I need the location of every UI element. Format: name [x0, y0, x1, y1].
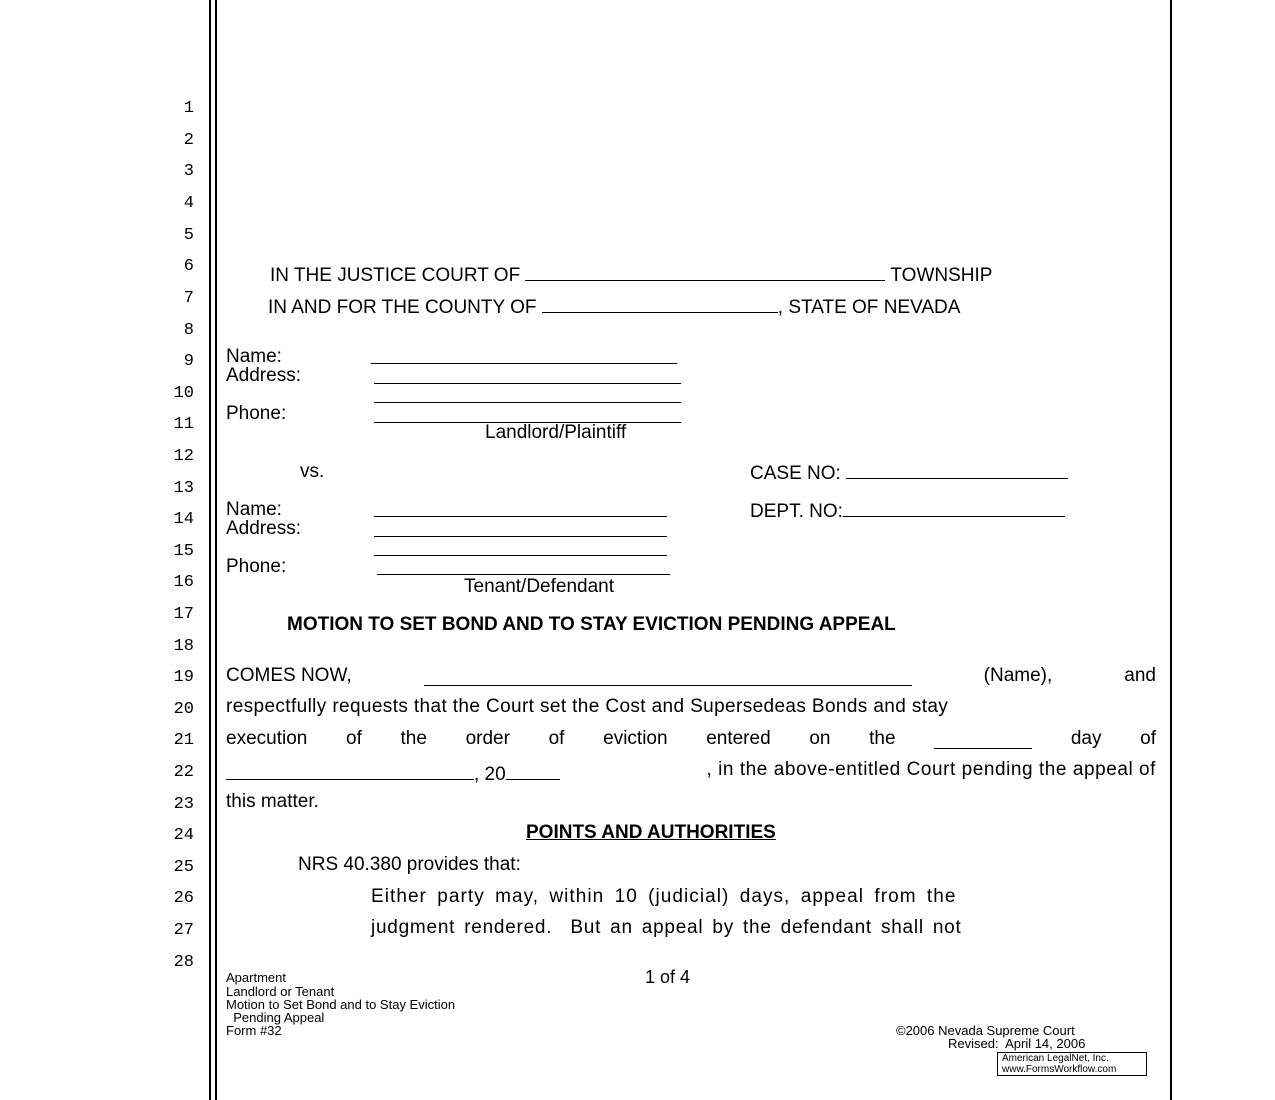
line-number: 2 — [183, 131, 194, 150]
body-line-20 — [226, 696, 1156, 718]
defendant-address-label: Address: — [226, 518, 301, 539]
line-number: 16 — [173, 573, 194, 592]
plaintiff-address-label: Address: — [226, 365, 301, 386]
line-number: 3 — [183, 162, 194, 181]
line-number: 15 — [173, 542, 194, 561]
line-number: 6 — [183, 257, 194, 276]
defendant-address-field-2[interactable] — [374, 555, 667, 556]
word: eviction — [603, 728, 668, 749]
year-field[interactable] — [506, 759, 560, 780]
defendant-name-field[interactable] — [374, 516, 667, 517]
line-number: 19 — [173, 668, 194, 687]
left-margin-rule-outer — [209, 0, 211, 1100]
day-word: day — [1070, 728, 1102, 749]
plaintiff-role: Landlord/Plaintiff — [485, 422, 627, 443]
line-number: 8 — [183, 321, 194, 340]
line-number: 26 — [173, 889, 194, 908]
county-field[interactable] — [542, 295, 778, 313]
nrs-intro: NRS 40.380 provides that: — [298, 854, 521, 875]
state-suffix: , STATE OF NEVADA — [777, 297, 961, 318]
line-number: 18 — [173, 637, 194, 656]
line-number: 17 — [173, 605, 194, 624]
plaintiff-address-field-1[interactable] — [374, 383, 681, 384]
plaintiff-name-label: Name: — [226, 346, 282, 367]
of-word: of — [1140, 728, 1156, 749]
body-line-20-text: respectfully requests that the Court set the Cost and Supersedeas Bonds and stay — [226, 696, 949, 717]
name-paren: (Name), — [983, 665, 1053, 686]
day-field[interactable] — [934, 728, 1032, 749]
footer-left-line: Pending Appeal — [226, 1010, 325, 1025]
movant-name-field[interactable] — [424, 665, 912, 686]
word: entered — [706, 728, 771, 749]
word: the — [400, 728, 427, 749]
plaintiff-address-field-2[interactable] — [374, 402, 681, 403]
dept-no-label: DEPT. NO: — [750, 501, 843, 522]
footer-left-line: Apartment — [226, 970, 286, 985]
body-line-22-rest: , in the above-entitled Court pending the appeal of — [706, 759, 1156, 780]
line-number: 24 — [173, 826, 194, 845]
line-number: 21 — [173, 731, 194, 750]
left-margin-rule-inner — [215, 0, 217, 1100]
case-no-label: CASE NO: — [750, 463, 841, 484]
quote-line-1: Either party may, within 10 (judicial) days, appeal from the — [371, 886, 957, 907]
defendant-address-field-1[interactable] — [374, 536, 667, 537]
defendant-phone-label: Phone: — [226, 556, 287, 577]
points-heading: POINTS AND AUTHORITIES — [526, 822, 776, 843]
body-line-23: this matter. — [226, 791, 319, 812]
word: order — [465, 728, 510, 749]
word: of — [548, 728, 565, 749]
court-prefix: IN THE JUSTICE COURT OF — [270, 265, 521, 286]
court-header-line1 — [270, 263, 992, 287]
line-number: 9 — [183, 352, 194, 371]
court-suffix: TOWNSHIP — [890, 265, 993, 286]
comes-now: COMES NOW, — [226, 665, 352, 686]
right-margin-rule — [1170, 0, 1172, 1100]
motion-title: MOTION TO SET BOND AND TO STAY EVICTION PENDING APPEAL — [287, 614, 896, 635]
body-line-21 — [226, 728, 1156, 750]
footer-copyright: ©2006 Nevada Supreme Court — [896, 1023, 1075, 1038]
month-field[interactable] — [226, 759, 474, 780]
stamp-line-2: www.FormsWorkflow.com — [1002, 1064, 1117, 1075]
word: of — [346, 728, 362, 749]
body-line-19 — [226, 665, 1156, 687]
page-number: 1 of 4 — [645, 967, 691, 987]
dept-no-field[interactable] — [843, 499, 1065, 517]
line-number: 20 — [173, 700, 194, 719]
year-prefix: , 20 — [474, 764, 506, 785]
line-number: 28 — [173, 953, 194, 972]
stamp-line-1: American LegalNet, Inc. — [1002, 1053, 1109, 1064]
and-word: and — [1124, 665, 1156, 686]
footer-left-line: Form #32 — [226, 1023, 282, 1038]
defendant-role: Tenant/Defendant — [464, 576, 615, 597]
case-no-row — [750, 461, 1068, 485]
line-number: 12 — [173, 447, 194, 466]
line-number: 5 — [183, 226, 194, 245]
footer-left-line: Motion to Set Bond and to Stay Eviction — [226, 997, 456, 1012]
line-number: 11 — [173, 415, 194, 434]
footer-left-line: Landlord or Tenant — [226, 984, 335, 999]
defendant-phone-field[interactable] — [377, 574, 670, 575]
line-number: 4 — [183, 194, 194, 213]
footer-revised: Revised: April 14, 2006 — [948, 1036, 1086, 1051]
dept-no-row — [750, 499, 1065, 523]
line-number: 1 — [183, 99, 194, 118]
line-number: 13 — [173, 479, 194, 498]
plaintiff-phone-label: Phone: — [226, 403, 287, 424]
versus: vs. — [300, 461, 325, 482]
plaintiff-name-field[interactable] — [371, 363, 677, 364]
township-field[interactable] — [525, 263, 885, 281]
defendant-name-label: Name: — [226, 499, 282, 520]
word: the — [869, 728, 896, 749]
line-number: 22 — [173, 763, 194, 782]
quote-line-2: judgment rendered. But an appeal by the defendant shall not — [371, 917, 962, 938]
line-number: 25 — [173, 858, 194, 877]
publisher-stamp — [997, 1052, 1147, 1076]
body-line-22 — [226, 759, 1156, 786]
word: execution — [226, 728, 308, 749]
line-number: 7 — [183, 289, 194, 308]
line-number: 10 — [173, 384, 194, 403]
court-header-line2 — [268, 295, 960, 319]
line-number: 14 — [173, 510, 194, 529]
county-prefix: IN AND FOR THE COUNTY OF — [268, 297, 537, 318]
line-number: 27 — [173, 921, 194, 940]
case-no-field[interactable] — [846, 461, 1068, 479]
line-number: 23 — [173, 795, 194, 814]
word: on — [809, 728, 831, 749]
